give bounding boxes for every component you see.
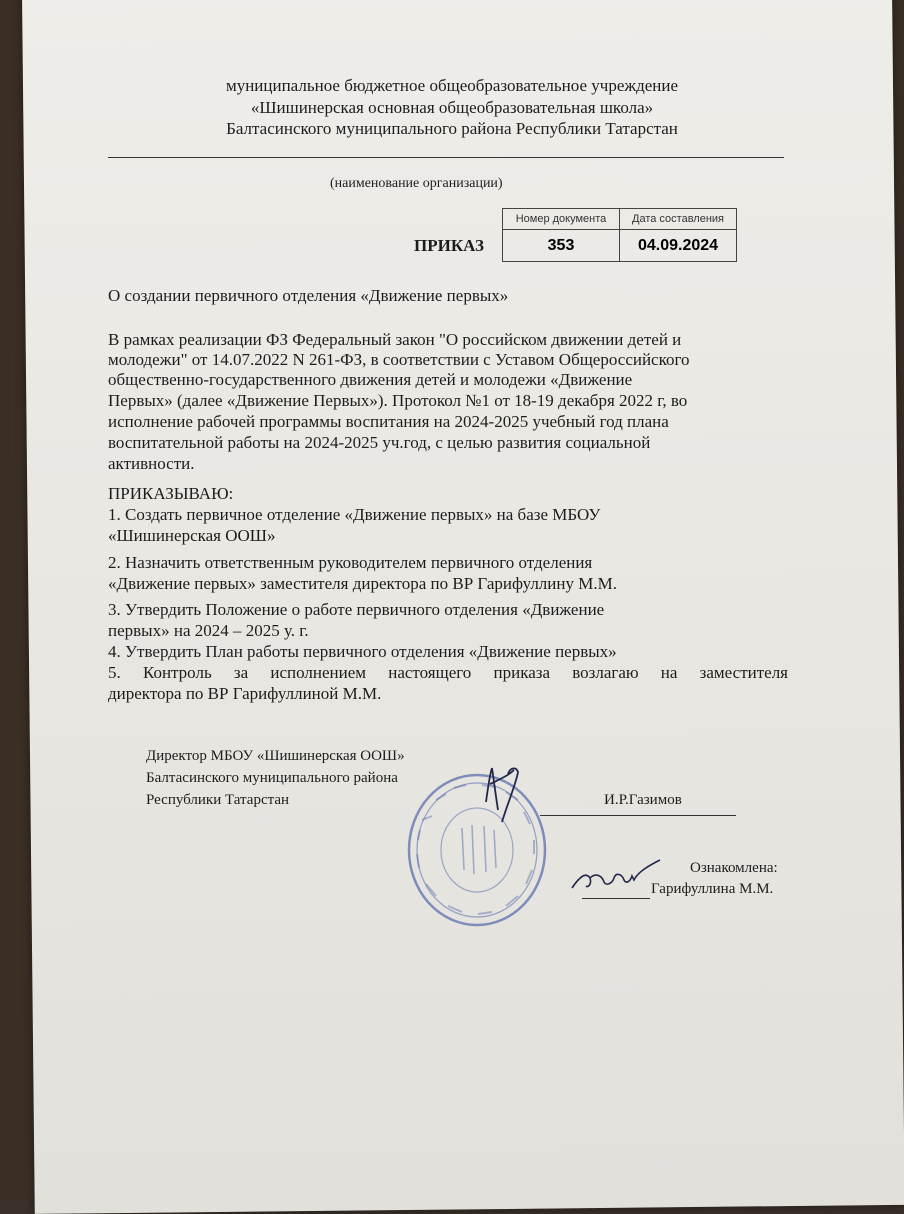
order-item: 3. Утвердить Положение о работе первичного отделения «Движение — [108, 600, 605, 619]
signatory-title-line1: Директор МБОУ «Шишинерская ООШ» — [146, 748, 405, 764]
order-item: «Шишинерская ООШ» — [108, 526, 276, 545]
org-underline — [108, 157, 784, 158]
order-item: 2. Назначить ответственным руководителем первичного отделения — [108, 553, 593, 572]
org-name-line3: Балтасинского муниципального района Республики Татарстан — [226, 119, 678, 138]
order-title: ПРИКАЗ — [414, 236, 484, 255]
preamble-line: воспитательной работы на 2024-2025 уч.год, с целью развития социальной — [108, 433, 651, 452]
signatory-title-line3: Республики Татарстан — [146, 792, 290, 808]
preamble-line: исполнение рабочей программы воспитания на 2024-2025 учебный год плана — [108, 412, 669, 431]
order-subject: О создании первичного отделения «Движение первых» — [108, 286, 509, 305]
ack-signature-line — [582, 898, 650, 899]
order-item: 4. Утвердить План работы первичного отделения «Движение первых» — [108, 642, 617, 661]
director-signature — [478, 762, 528, 832]
order-word: ПРИКАЗЫВАЮ: — [108, 484, 234, 503]
org-name-line1: муниципальное бюджетное общеобразовательное учреждение — [225, 76, 679, 95]
preamble-line: молодежи" от 14.07.2022 N 261-ФЗ, в соответствии с Уставом Общероссийского — [108, 350, 690, 369]
acknowledged-name: Гарифуллина М.М. — [651, 881, 774, 897]
col-doc-number-header: Номер документа — [503, 209, 620, 230]
doc-date-value: 04.09.2024 — [620, 230, 737, 262]
acknowledged-label: Ознакомлена: — [690, 860, 778, 876]
preamble-line: В рамках реализации ФЗ Федеральный закон "О российском движении детей и — [108, 330, 682, 349]
round-seal — [402, 770, 552, 930]
org-caption: (наименование организации) — [330, 176, 503, 191]
preamble-line: активности. — [108, 454, 195, 473]
preamble-line: общественно-государственного движения детей и молодежи «Движение — [108, 370, 633, 389]
preamble-line: Первых» (далее «Движение Первых»). Протокол №1 от 18-19 декабря 2022 г, во — [108, 391, 688, 410]
order-item: «Движение первых» заместителя директора по ВР Гарифуллину М.М. — [108, 574, 617, 593]
order-table — [502, 208, 737, 262]
acknowledgement-signature — [568, 858, 664, 898]
order-item: 1. Создать первичное отделение «Движение первых» на базе МБОУ — [108, 505, 601, 524]
order-item: 5. Контроль за исполнением настоящего приказа возлагаю на заместителя — [108, 663, 788, 682]
signature-line — [540, 815, 736, 816]
doc-number-value: 353 — [503, 230, 620, 262]
col-date-header: Дата составления — [620, 209, 737, 230]
org-name-line2: «Шишинерская основная общеобразовательная школа» — [250, 98, 654, 117]
order-item: первых» на 2024 – 2025 у. г. — [108, 621, 309, 640]
director-name: И.Р.Газимов — [604, 792, 682, 808]
order-item: директора по ВР Гарифуллиной М.М. — [108, 684, 382, 703]
signatory-title-line2: Балтасинского муниципального района — [146, 770, 398, 786]
